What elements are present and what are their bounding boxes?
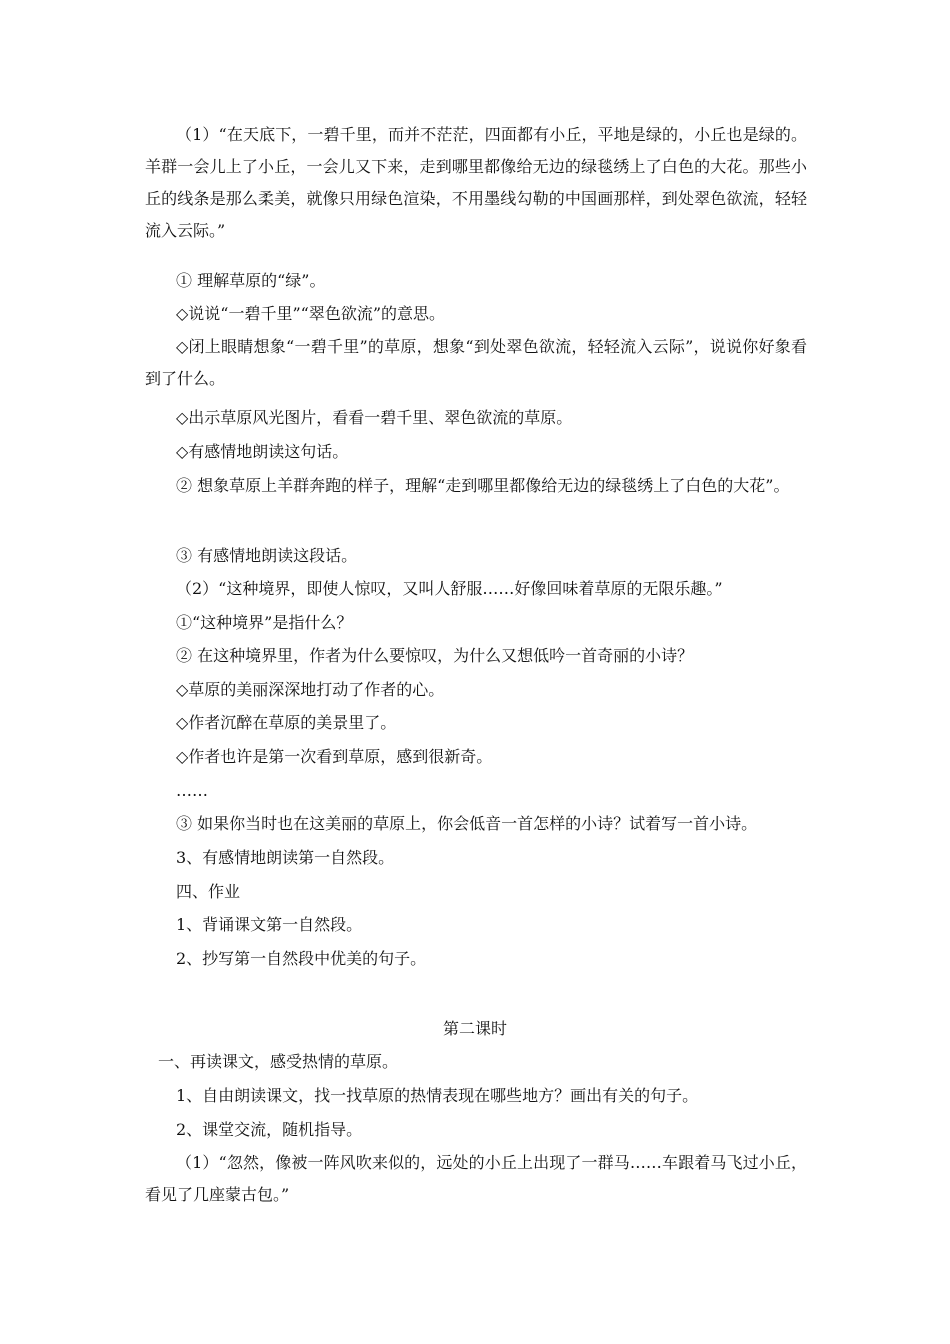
- section-heading: 四、作业: [176, 882, 241, 901]
- paragraph-quote-2: （2）“这种境界，即使人惊叹，又叫人舒服……好像回味着草原的无限乐趣。”: [176, 579, 723, 598]
- paragraph-item: ② 在这种境界里，作者为什么要惊叹，为什么又想低吟一首奇丽的小诗？: [176, 646, 694, 665]
- lesson-title: 第二课时: [442, 1019, 507, 1038]
- paragraph-item: ③ 如果你当时也在这美丽的草原上，你会低音一首怎样的小诗？试着写一首小诗。: [176, 814, 758, 833]
- paragraph-item: ① 理解草原的“绿”。: [176, 271, 326, 290]
- paragraph-item: ◇作者沉醉在草原的美景里了。: [176, 713, 397, 732]
- ellipsis-line: ……: [176, 781, 208, 800]
- paragraph-item: 2、抄写第一自然段中优美的句子。: [176, 949, 427, 968]
- paragraph-item: ◇草原的美丽深深地打动了作者的心。: [176, 680, 445, 699]
- paragraph-item: ③ 有感情地朗读这段话。: [176, 546, 358, 565]
- paragraph-item: ◇闭上眼睛想象“一碧千里”的草原，想象“到处翠色欲流，轻轻流入云际”，说说你好象看到了什么。: [145, 337, 807, 388]
- paragraph-item: 2、课堂交流，随机指导。: [176, 1120, 363, 1139]
- paragraph-item: ◇说说“一碧千里”“翠色欲流”的意思。: [176, 304, 446, 323]
- paragraph-item: 1、背诵课文第一自然段。: [176, 915, 363, 934]
- paragraph-quote-3: （1）“忽然，像被一阵风吹来似的，远处的小丘上出现了一群马……车跟着马飞过小丘，看见了几座蒙古包。”: [145, 1153, 807, 1204]
- paragraph-item: ①“这种境界”是指什么？: [176, 613, 353, 632]
- paragraph-item: ② 想象草原上羊群奔跑的样子，理解“走到哪里都像给无边的绿毯绣上了白色的大花”。: [176, 476, 790, 495]
- paragraph-quote-1: （1）“在天底下，一碧千里，而并不茫茫，四面都有小丘，平地是绿的，小丘也是绿的。羊群一会儿上了小丘，一会儿又下来，走到哪里都像给无边的绿毯绣上了白色的大花。那些小丘的线条是那么柔美，就像只用绿色渲染，不用墨线勾勒的中国画那样，到处翠色欲流，轻轻流入云际。”: [145, 125, 807, 240]
- paragraph-item: ◇有感情地朗读这句话。: [176, 442, 349, 461]
- section-heading: 一、再读课文，感受热情的草原。: [158, 1052, 399, 1071]
- paragraph-item: 3、有感情地朗读第一自然段。: [176, 848, 395, 867]
- paragraph-item: 1、自由朗读课文，找一找草原的热情表现在哪些地方？画出有关的句子。: [176, 1086, 699, 1105]
- paragraph-item: ◇出示草原风光图片，看看一碧千里、翠色欲流的草原。: [176, 408, 573, 427]
- paragraph-item: ◇作者也许是第一次看到草原，感到很新奇。: [176, 747, 493, 766]
